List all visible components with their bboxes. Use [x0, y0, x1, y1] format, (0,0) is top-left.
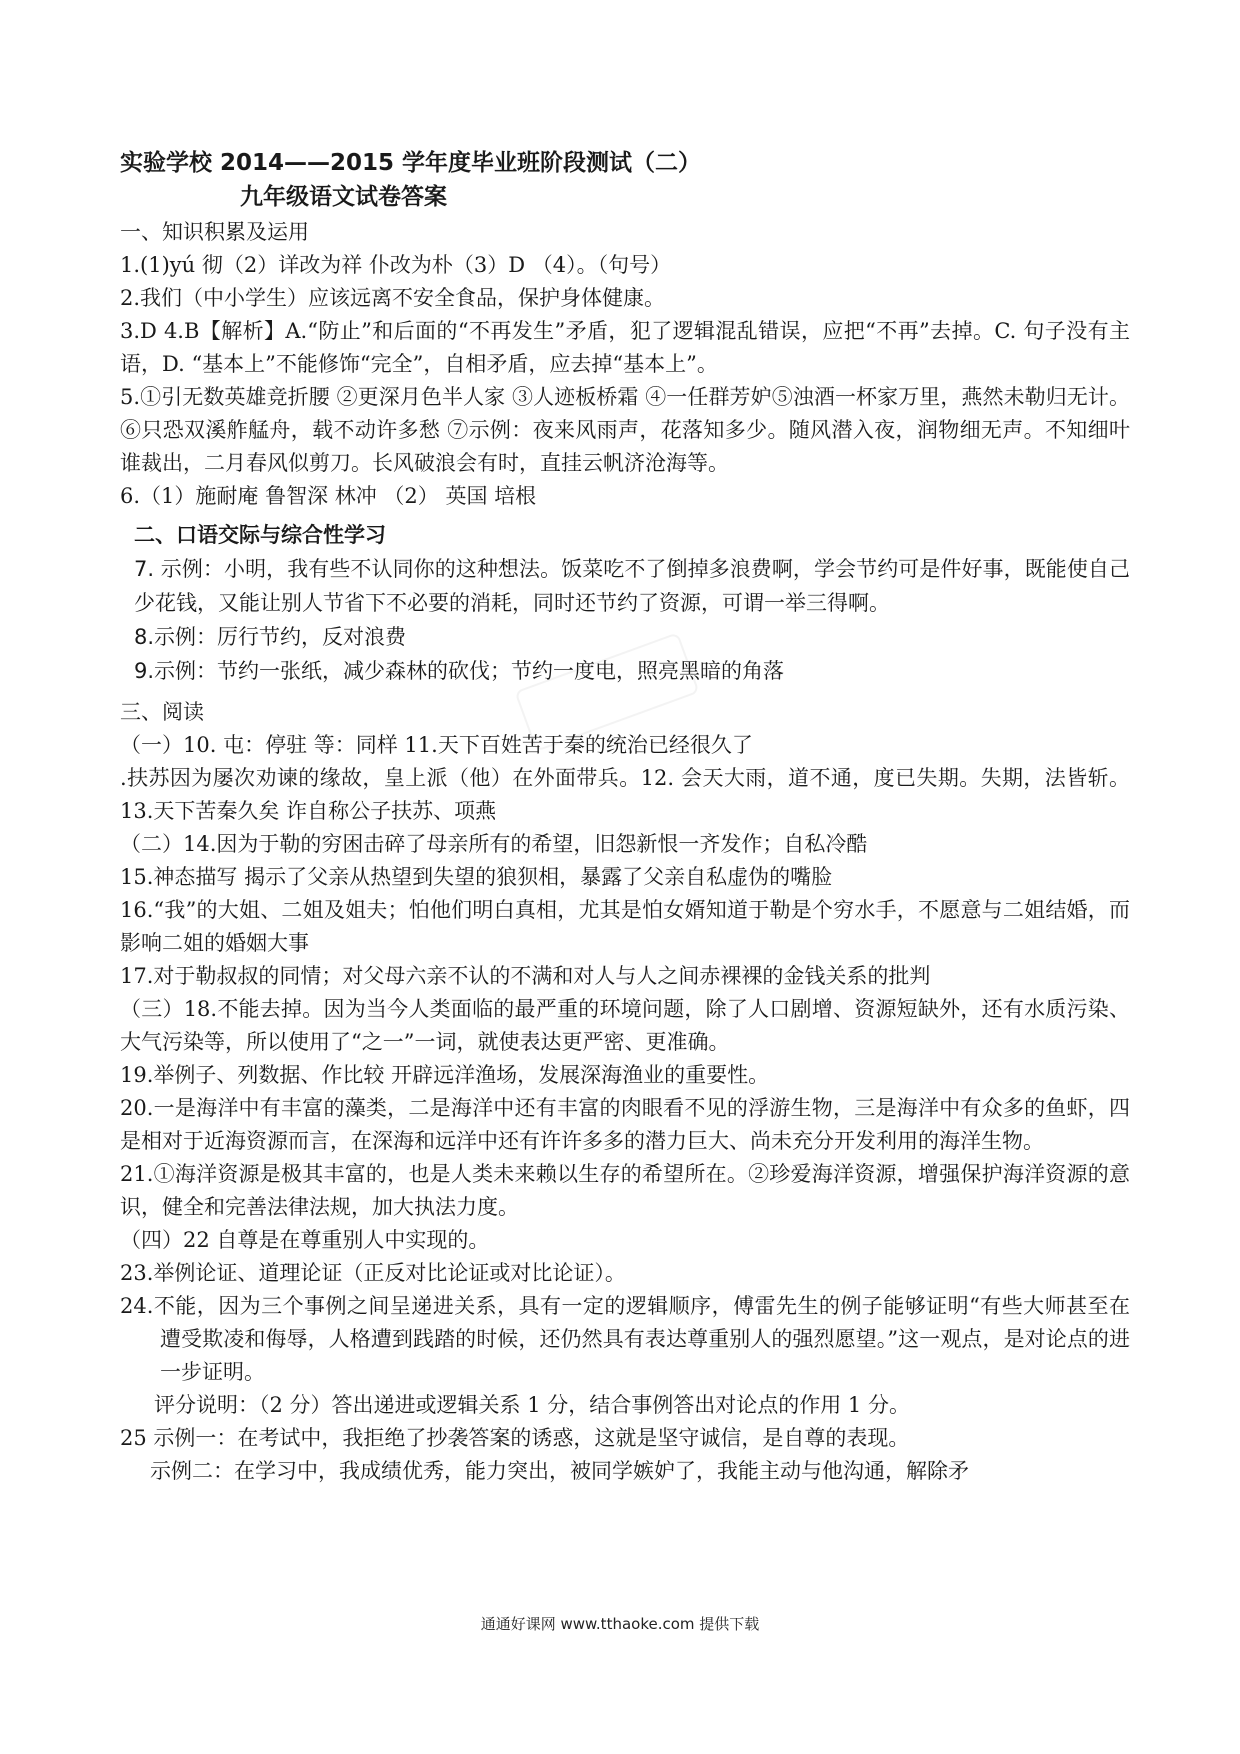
answer-q5: 5.①引无数英雄竞折腰 ②更深月色半人家 ③人迹板桥霜 ④一任群芳妒⑤浊酒一杯家万里，燕然未勒归无计。 ⑥只恐双溪舴艋舟，载不动许多愁 ⑦示例：夜来风雨声，花落知多少。随风潜入夜，润物细无声。不知细叶谁裁出，二月春风似剪刀。长风破浪会有时，直挂云帆济沧海等。	[120, 385, 1130, 475]
answer-q24: 24.不能，因为三个事例之间呈递进关系，具有一定的逻辑顺序，傅雷先生的例子能够证明“有些大师甚至在遭受欺凌和侮辱，人格遭到践踏的时候，还仍然具有表达尊重别人的强烈愿望。”这一观点，是对论点的进一步证明。	[120, 1294, 1130, 1384]
answer-q25-example1: 25 示例一：在考试中，我拒绝了抄袭答案的诱惑，这就是坚守诚信，是自尊的表现。	[120, 1426, 910, 1450]
answer-q21: 21.①海洋资源是极其丰富的，也是人类未来赖以生存的希望所在。②珍爱海洋资源，增强保护海洋资源的意识，健全和完善法律法规，加大执法力度。	[120, 1162, 1130, 1219]
answer-q17: 17.对于勒叔叔的同情；对父母六亲不认的不满和对人与人之间赤裸裸的金钱关系的批判	[120, 964, 931, 988]
answer-q16: 16.“我”的大姐、二姐及姐夫；怕他们明白真相，尤其是怕女婿知道于勒是个穷水手，不愿意与二姐结婚，而影响二姐的婚姻大事	[120, 898, 1130, 955]
answer-q1: 1.(1)yú 彻（2）详改为祥 仆改为朴（3）D （4）。（句号）	[120, 253, 672, 277]
answer-q25-example2: 示例二：在学习中，我成绩优秀，能力突出，被同学嫉妒了，我能主动与他沟通，解除矛	[150, 1459, 969, 1483]
answer-reading-3: （三）18.不能去掉。因为当今人类面临的最严重的环境问题，除了人口剧增、资源短缺外，还有水质污染、大气污染等，所以使用了“之一”一词，就使表达更严密、更准确。	[120, 997, 1130, 1054]
answer-content	[120, 216, 1130, 1488]
answer-q7: 7. 示例：小明，我有些不认同你的这种想法。饭菜吃不了倒掉多浪费啊，学会节约可是件好事，既能使自己少花钱，又能让别人节省下不必要的消耗，同时还节约了资源，可谓一举三得啊。	[134, 557, 1130, 615]
answer-q2: 2.我们（中小学生）应该远离不安全食品，保护身体健康。	[120, 286, 666, 310]
section-heading-knowledge: 一、知识积累及运用	[120, 220, 309, 244]
answer-reading-2: （二）14.因为于勒的穷困击碎了母亲所有的希望，旧怨新恨一齐发作；自私冷酷	[120, 832, 868, 856]
footer-source: 通通好课网 www.tthaoke.com 提供下载	[480, 1615, 760, 1633]
answer-q23: 23.举例论证、道理论证（正反对比论证或对比论证）。	[120, 1261, 626, 1285]
answer-q3-q4: 3.D 4.B【解析】A.“防止”和后面的“不再发生”矛盾，犯了逻辑混乱错误，应把“不再”去掉。C. 句子没有主语，D. “基本上”不能修饰“完全”，自相矛盾，应去掉“基本上”。	[120, 319, 1130, 376]
answer-q19: 19.举例子、列数据、作比较 开辟远洋渔场，发展深海渔业的重要性。	[120, 1063, 770, 1087]
answer-reading-4: （四）22 自尊是在尊重别人中实现的。	[120, 1228, 490, 1252]
answer-q8: 8.示例：厉行节约，反对浪费	[134, 625, 407, 649]
document-subtitle: 九年级语文试卷答案	[240, 184, 447, 210]
answer-q15: 15.神态描写 揭示了父亲从热望到失望的狼狈相，暴露了父亲自私虚伪的嘴脸	[120, 865, 833, 889]
section-heading-oral: 二、口语交际与综合性学习	[134, 523, 386, 547]
answer-q20: 20.一是海洋中有丰富的藻类，二是海洋中还有丰富的肉眼看不见的浮游生物，三是海洋中有众多的鱼虾，四是相对于近海资源而言，在深海和远洋中还有许许多多的潜力巨大、尚未充分开发利用的海洋生物。	[120, 1096, 1130, 1153]
answer-q9: 9.示例：节约一张纸，减少森林的砍伐；节约一度电，照亮黑暗的角落	[134, 659, 785, 683]
section-heading-reading: 三、阅读	[120, 700, 204, 724]
answer-reading-1-cont: .扶苏因为屡次劝谏的缘故，皇上派（他）在外面带兵。12. 会天大雨，道不通，度已失期。失期，法皆斩。13.天下苦秦久矣 诈自称公子扶苏、项燕	[120, 766, 1130, 823]
scoring-note-q24: 评分说明：（2 分）答出递进或逻辑关系 1 分，结合事例答出对论点的作用 1 分。	[154, 1393, 910, 1417]
oral-section-body	[120, 552, 1130, 688]
document-title: 实验学校 2014——2015 学年度毕业班阶段测试（二）	[120, 150, 702, 176]
answer-reading-1: （一）10. 屯：停驻 等：同样 11.天下百姓苦于秦的统治已经很久了	[120, 733, 753, 757]
answer-q6: 6.（1）施耐庵 鲁智深 林冲 （2） 英国 培根	[120, 484, 537, 508]
